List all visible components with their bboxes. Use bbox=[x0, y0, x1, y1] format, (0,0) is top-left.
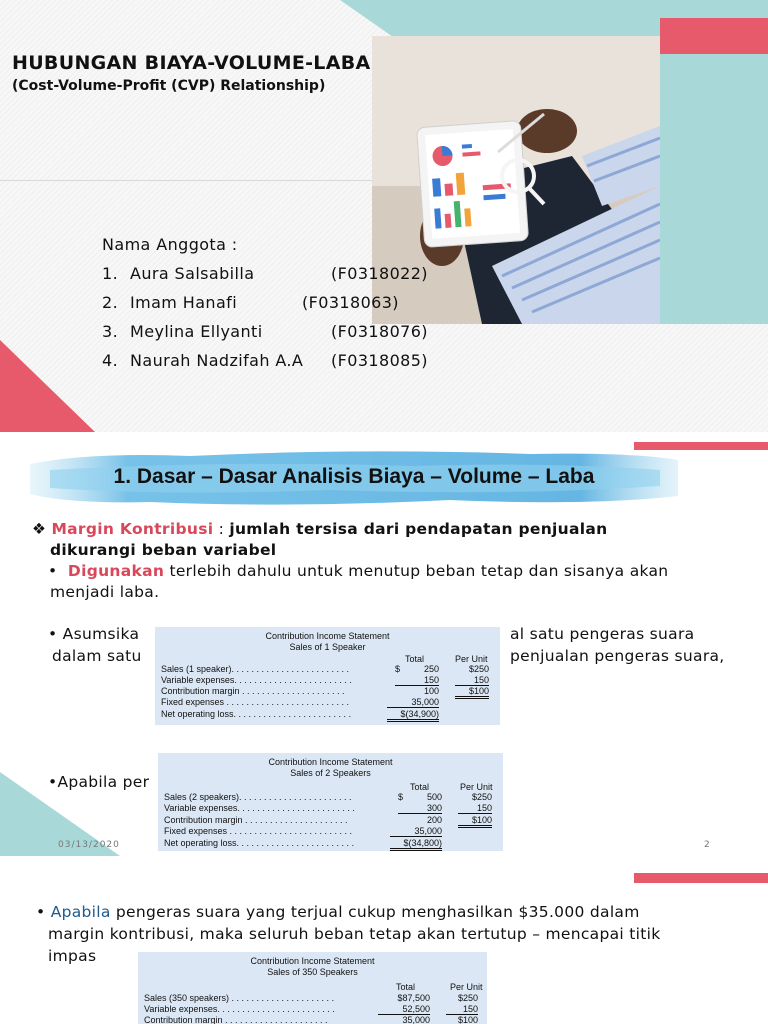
definition-line-1: jumlah tersisa dari pendapatan penjualan bbox=[229, 520, 608, 538]
assumption-text-right-2: penjualan pengeras suara, bbox=[510, 647, 725, 665]
keyword-digunakan: Digunakan bbox=[67, 562, 165, 580]
apabila-line-1: pengeras suara yang terjual cukup menghasilkan $35.000 dalam bbox=[110, 903, 640, 921]
row-label: Fixed expenses . . . . . . . . . . . . . . . . . . . . . . . . . bbox=[164, 826, 353, 836]
table-title: Contribution Income Statement bbox=[265, 631, 390, 641]
row-label: Sales (1 speaker). . . . . . . . . . . . . . . . . . . . . . . . bbox=[161, 664, 350, 674]
dot-bullet-icon: • bbox=[36, 903, 46, 921]
member-number: 4. bbox=[102, 351, 119, 370]
digunakan-text-1: terlebih dahulu untuk menutup beban tetap dan sisanya akan bbox=[164, 562, 669, 580]
row-unit: $250 bbox=[457, 993, 478, 1003]
member-row bbox=[102, 346, 428, 375]
row-unit: $250 bbox=[468, 664, 489, 674]
row-total: $(34,800) bbox=[390, 838, 442, 851]
col-unit-header: Per Unit bbox=[455, 654, 488, 664]
assumption-text-left-1: • Asumsika bbox=[48, 625, 140, 643]
row-total: 300 bbox=[398, 803, 442, 814]
row-total: 200 bbox=[426, 815, 442, 825]
row-label: Sales (2 speakers). . . . . . . . . . . . . . . . . . . . . . . bbox=[164, 792, 352, 802]
row-label: Variable expenses. . . . . . . . . . . . . . . . . . . . . . . . bbox=[144, 1004, 335, 1014]
apabila-text: •Apabila per bbox=[48, 773, 150, 791]
bullet-apabila bbox=[36, 902, 640, 923]
row-unit: 150 bbox=[455, 675, 489, 686]
row-label: Net operating loss. . . . . . . . . . . . . . . . . . . . . . . . bbox=[161, 709, 352, 719]
table-subtitle: Sales of 350 Speakers bbox=[267, 967, 358, 977]
diamond-bullet-icon: ❖ bbox=[32, 520, 47, 538]
digunakan-text-2: menjadi laba. bbox=[50, 583, 160, 601]
row-label: Contribution margin . . . . . . . . . . . . . . . . . . . . . bbox=[161, 686, 345, 696]
row-label: Fixed expenses . . . . . . . . . . . . . . . . . . . . . . . . . bbox=[161, 697, 350, 707]
row-unit: $250 bbox=[471, 792, 492, 802]
row-total: 250 bbox=[423, 664, 439, 674]
keyword-margin-kontribusi: Margin Kontribusi bbox=[51, 520, 214, 538]
member-id: (F0318076) bbox=[331, 322, 428, 341]
dot-bullet-icon: • bbox=[48, 562, 58, 580]
col-unit-header: Per Unit bbox=[460, 782, 493, 792]
row-total: 35,000 bbox=[402, 1015, 430, 1024]
member-number: 3. bbox=[102, 322, 119, 341]
assumption-text-left-2: dalam satu bbox=[52, 647, 142, 665]
content-slide-breakeven bbox=[0, 866, 768, 1024]
assumption-text-right-1: al satu pengeras suara bbox=[510, 625, 695, 643]
bullet-margin-kontribusi bbox=[32, 519, 607, 540]
member-row bbox=[102, 288, 399, 317]
row-unit: 150 bbox=[458, 803, 492, 814]
member-number: 1. bbox=[102, 264, 119, 283]
row-label: Net operating loss. . . . . . . . . . . . . . . . . . . . . . . . bbox=[164, 838, 355, 848]
row-total: 150 bbox=[395, 675, 439, 686]
table-subtitle: Sales of 1 Speaker bbox=[289, 642, 366, 652]
member-row bbox=[102, 317, 428, 346]
section-heading: 1. Dasar – Dasar Analisis Biaya – Volume – Laba bbox=[113, 465, 595, 488]
table-title: Contribution Income Statement bbox=[268, 757, 393, 767]
row-label: Contribution margin . . . . . . . . . . . . . . . . . . . . . bbox=[164, 815, 348, 825]
slide-date: 03/13/2020 bbox=[58, 840, 120, 850]
member-id: (F0318085) bbox=[331, 351, 428, 370]
row-total: 35,000 bbox=[387, 697, 439, 708]
separator: : bbox=[213, 520, 230, 538]
keyword-apabila: Apabila bbox=[50, 903, 111, 921]
row-label: Sales (350 speakers) . . . . . . . . . . . . . . . . . . . . . bbox=[144, 993, 335, 1003]
slide-title: HUBUNGAN BIAYA-VOLUME-LABA bbox=[12, 52, 371, 74]
row-total: 52,500 bbox=[378, 1004, 430, 1015]
teal-block-right bbox=[660, 54, 768, 324]
row-total: 100 bbox=[423, 686, 439, 696]
apabila-line-2: margin kontribusi, maka seluruh beban tetap akan tertutup – mencapai titik bbox=[48, 925, 661, 943]
col-total-header: Total bbox=[396, 982, 416, 992]
row-currency: $ bbox=[398, 792, 404, 802]
row-label: Variable expenses. . . . . . . . . . . . . . . . . . . . . . . . bbox=[161, 675, 352, 685]
content-slide-basics bbox=[0, 442, 768, 856]
member-list bbox=[102, 230, 428, 375]
row-unit: $100 bbox=[458, 815, 492, 828]
row-label: Contribution margin . . . . . . . . . . . . . . . . . . . . . bbox=[144, 1015, 328, 1024]
row-currency: $ bbox=[395, 664, 401, 674]
pink-accent-top-right bbox=[634, 873, 768, 883]
table-title: Contribution Income Statement bbox=[250, 956, 375, 966]
row-label: Variable expenses. . . . . . . . . . . . . . . . . . . . . . . . bbox=[164, 803, 355, 813]
row-total: $(34,900) bbox=[387, 709, 439, 722]
row-total: 500 bbox=[426, 792, 442, 802]
member-id: (F0318063) bbox=[302, 293, 399, 312]
row-unit: $100 bbox=[455, 686, 489, 699]
member-id: (F0318022) bbox=[331, 264, 428, 283]
member-name: Imam Hanafi bbox=[130, 293, 238, 312]
member-name: Meylina Ellyanti bbox=[130, 322, 263, 341]
col-total-header: Total bbox=[410, 782, 430, 792]
table-subtitle: Sales of 2 Speakers bbox=[290, 768, 371, 778]
pink-triangle-bottom-left bbox=[0, 340, 95, 432]
bullet-digunakan bbox=[48, 561, 668, 582]
col-unit-header: Per Unit bbox=[450, 982, 483, 992]
member-number: 2. bbox=[102, 293, 119, 312]
income-statement-1-speaker bbox=[155, 627, 500, 725]
apabila-line-3: impas bbox=[48, 947, 97, 965]
pink-accent-top-right bbox=[660, 18, 768, 54]
member-row bbox=[102, 259, 428, 288]
row-unit: 150 bbox=[446, 1004, 478, 1015]
row-unit: $100 bbox=[457, 1015, 478, 1024]
member-name: Naurah Nadzifah A.A bbox=[130, 351, 304, 370]
row-total: 35,000 bbox=[390, 826, 442, 837]
row-total: $87,500 bbox=[397, 993, 430, 1003]
col-total-header: Total bbox=[405, 654, 425, 664]
definition-line-2: dikurangi beban variabel bbox=[50, 541, 277, 559]
income-statement-2-speakers bbox=[158, 753, 503, 851]
income-statement-350-speakers bbox=[138, 952, 487, 1024]
member-name: Aura Salsabilla bbox=[130, 264, 255, 283]
slide-page-number: 2 bbox=[704, 840, 711, 850]
title-slide bbox=[0, 0, 768, 432]
member-list-label: Nama Anggota : bbox=[102, 235, 238, 254]
slide-subtitle: (Cost-Volume-Profit (CVP) Relationship) bbox=[12, 78, 326, 94]
